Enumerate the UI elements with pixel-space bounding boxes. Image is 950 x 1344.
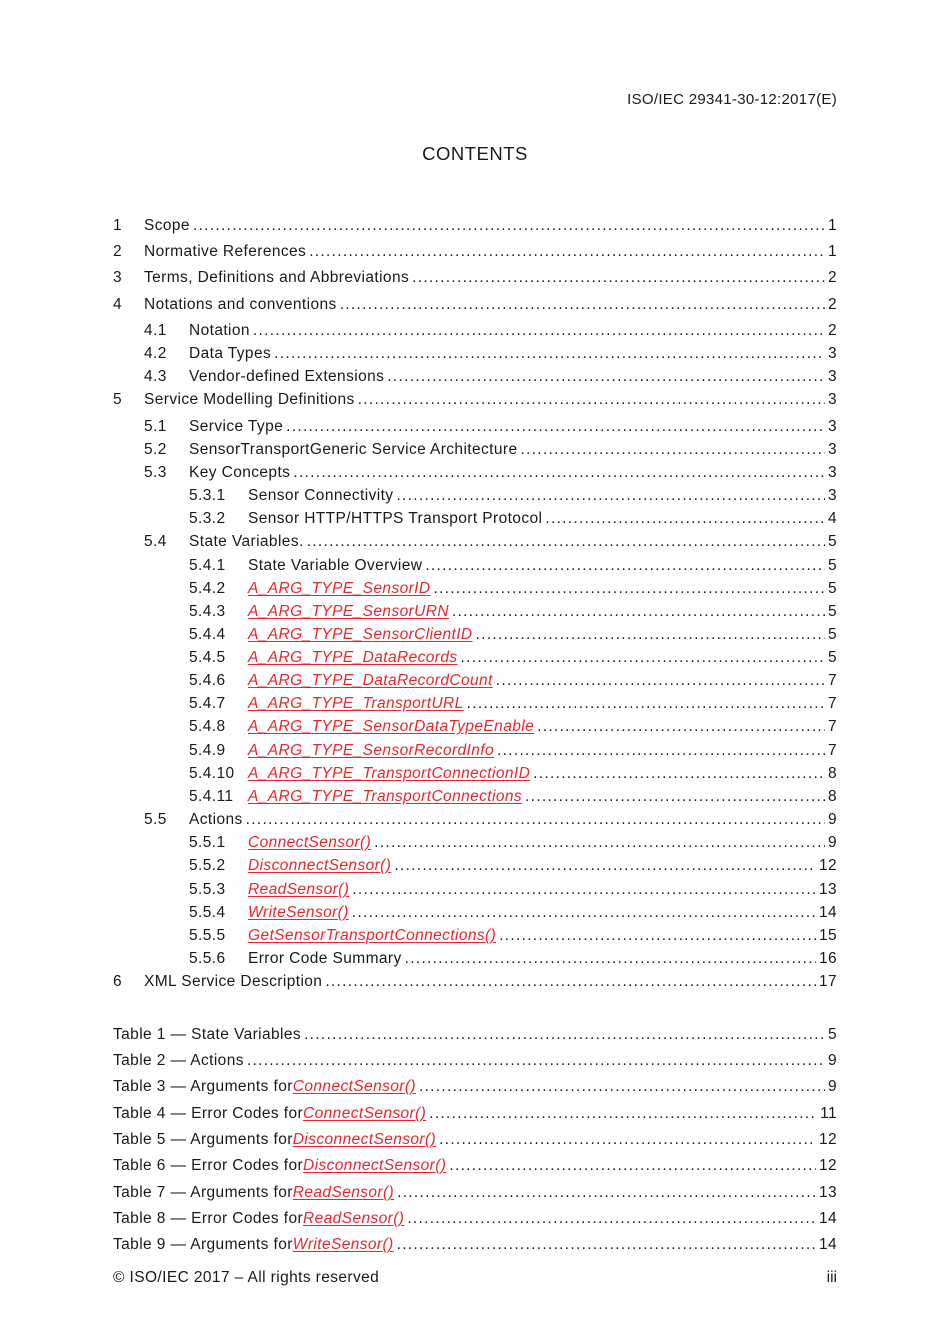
table-ref-link[interactable]: ReadSensor() — [292, 1184, 395, 1201]
state-variable-link[interactable]: A_ARG_TYPE_SensorClientID — [248, 626, 473, 643]
toc-entry[interactable]: 5.4.11 A_ARG_TYPE_TransportConnections ..... 8 — [113, 787, 837, 807]
toc-entry[interactable]: 5.4.1 State Variable Overview ..... 5 — [113, 556, 837, 576]
toc-entry[interactable]: 5.5.3 ReadSensor() ..... 13 — [113, 880, 837, 900]
toc-entry[interactable]: 5.4.6 A_ARG_TYPE_DataRecordCount ..... 7 — [113, 671, 837, 691]
toc-entry[interactable]: 4.3 Vendor-defined Extensions ..... 3 — [113, 367, 837, 387]
table-ref-link[interactable]: DisconnectSensor() — [303, 1157, 447, 1174]
toc-entry[interactable]: 4.1 Notation ..... 2 — [113, 321, 837, 341]
toc-entry[interactable]: 5.5.4 WriteSensor() ..... 14 — [113, 903, 837, 923]
toc-entry[interactable]: 5.5.1 ConnectSensor() ..... 9 — [113, 833, 837, 853]
table-ref-link[interactable]: ReadSensor() — [303, 1210, 405, 1227]
state-variable-link[interactable]: A_ARG_TYPE_DataRecords — [248, 649, 458, 666]
table-list-entry[interactable]: Table 7 — Arguments for ReadSensor() ..... 13 — [113, 1183, 837, 1203]
table-list-entry[interactable]: Table 5 — Arguments for DisconnectSensor() ..... 12 — [113, 1130, 837, 1150]
toc-entry[interactable]: 5.3.2 Sensor HTTP/HTTPS Transport Protocol ..... 4 — [113, 509, 837, 529]
toc-entry[interactable]: 5.4.3 A_ARG_TYPE_SensorURN ..... 5 — [113, 602, 837, 622]
state-variable-link[interactable]: A_ARG_TYPE_SensorID — [248, 580, 431, 597]
action-link[interactable]: DisconnectSensor() — [248, 857, 392, 874]
action-link[interactable]: WriteSensor() — [248, 904, 349, 921]
toc-entry[interactable]: 3 Terms, Definitions and Abbreviations ..... 2 — [113, 268, 837, 288]
toc-entry[interactable]: 2 Normative References ..... 1 — [113, 242, 837, 262]
page-number: iii — [826, 1269, 837, 1286]
toc-entry[interactable]: 6 XML Service Description ..... 17 — [113, 972, 837, 992]
state-variable-link[interactable]: A_ARG_TYPE_DataRecordCount — [248, 672, 493, 689]
document-id: ISO/IEC 29341-30-12:2017(E) — [627, 91, 837, 108]
table-list-entry[interactable]: Table 4 — Error Codes for ConnectSensor() ..... 11 — [113, 1104, 837, 1124]
toc-entry[interactable]: 4 Notations and conventions ..... 2 — [113, 295, 837, 315]
toc-entry[interactable]: 5.4.4 A_ARG_TYPE_SensorClientID ..... 5 — [113, 625, 837, 645]
copyright-notice: © ISO/IEC 2017 – All rights reserved — [113, 1269, 380, 1286]
toc-entry[interactable]: 5.4.2 A_ARG_TYPE_SensorID ..... 5 — [113, 579, 837, 599]
state-variable-link[interactable]: A_ARG_TYPE_TransportConnections — [248, 788, 523, 805]
action-link[interactable]: GetSensorTransportConnections() — [248, 927, 497, 944]
toc-entry[interactable]: 5.1 Service Type ..... 3 — [113, 417, 837, 437]
toc-entry[interactable]: 5.4.10 A_ARG_TYPE_TransportConnectionID ..... 8 — [113, 764, 837, 784]
state-variable-link[interactable]: A_ARG_TYPE_SensorRecordInfo — [248, 742, 495, 759]
toc-entry[interactable]: 5.5.5 GetSensorTransportConnections() ..... 15 — [113, 926, 837, 946]
table-list-entry[interactable]: Table 2 — Actions ..... 9 — [113, 1051, 837, 1071]
table-list-entry[interactable]: Table 3 — Arguments for ConnectSensor() ..... 9 — [113, 1077, 837, 1097]
toc-entry[interactable]: 4.2 Data Types ..... 3 — [113, 344, 837, 364]
toc-entry[interactable]: 5.3 Key Concepts ..... 3 — [113, 463, 837, 483]
toc-entry[interactable]: 5.5.6 Error Code Summary ..... 16 — [113, 949, 837, 969]
toc-entry[interactable]: 5.5.2 DisconnectSensor() ..... 12 — [113, 856, 837, 876]
toc-entry[interactable]: 5 Service Modelling Definitions ..... 3 — [113, 390, 837, 410]
action-link[interactable]: ReadSensor() — [248, 881, 350, 898]
toc-entry[interactable]: 5.4.8 A_ARG_TYPE_SensorDataTypeEnable ..... 7 — [113, 717, 837, 737]
table-list-entry[interactable]: Table 9 — Arguments for WriteSensor() ..... 14 — [113, 1235, 837, 1255]
toc-entry[interactable]: 5.3.1 Sensor Connectivity ..... 3 — [113, 486, 837, 506]
toc-entry[interactable]: 5.4 State Variables. ..... 5 — [113, 532, 837, 552]
toc-entry[interactable]: 5.4.5 A_ARG_TYPE_DataRecords ..... 5 — [113, 648, 837, 668]
page-title: CONTENTS — [422, 143, 528, 164]
state-variable-link[interactable]: A_ARG_TYPE_SensorDataTypeEnable — [248, 718, 535, 735]
toc-entry[interactable]: 5.4.9 A_ARG_TYPE_SensorRecordInfo ..... 7 — [113, 741, 837, 761]
toc-entry[interactable]: 5.4.7 A_ARG_TYPE_TransportURL ..... 7 — [113, 694, 837, 714]
toc-entry[interactable]: 1 Scope ..... 1 — [113, 216, 837, 236]
action-link[interactable]: ConnectSensor() — [248, 834, 372, 851]
state-variable-link[interactable]: A_ARG_TYPE_TransportConnectionID — [248, 765, 531, 782]
table-list-entry[interactable]: Table 1 — State Variables ..... 5 — [113, 1025, 837, 1045]
toc-entry[interactable]: 5.2 SensorTransportGeneric Service Architecture ..... 3 — [113, 440, 837, 460]
table-ref-link[interactable]: DisconnectSensor() — [292, 1131, 437, 1148]
state-variable-link[interactable]: A_ARG_TYPE_TransportURL — [248, 695, 464, 712]
toc-entry[interactable]: 5.5 Actions ..... 9 — [113, 810, 837, 830]
table-ref-link[interactable]: ConnectSensor() — [292, 1078, 416, 1095]
table-list-entry[interactable]: Table 6 — Error Codes for DisconnectSensor() ..... 12 — [113, 1156, 837, 1176]
table-list-entry[interactable]: Table 8 — Error Codes for ReadSensor() ..... 14 — [113, 1209, 837, 1229]
table-ref-link[interactable]: ConnectSensor() — [303, 1105, 427, 1122]
table-ref-link[interactable]: WriteSensor() — [292, 1236, 394, 1253]
state-variable-link[interactable]: A_ARG_TYPE_SensorURN — [248, 603, 449, 620]
